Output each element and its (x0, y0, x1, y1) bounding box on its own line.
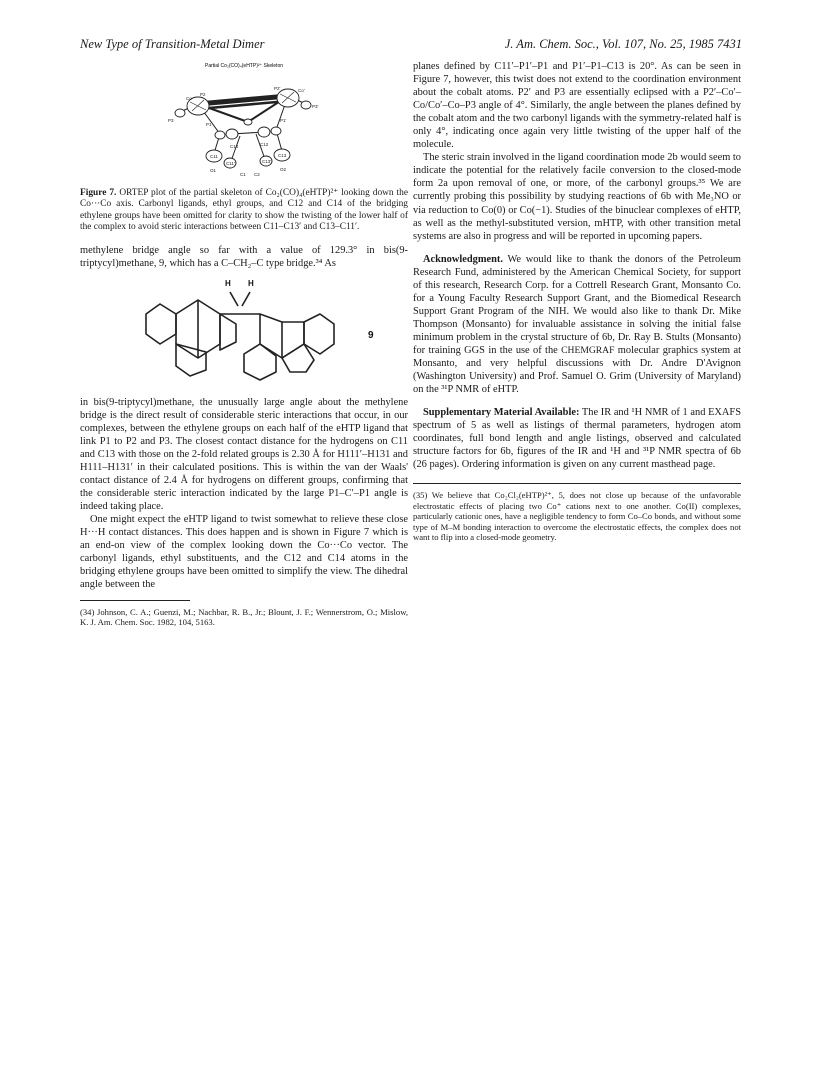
atom-label: C1 (240, 172, 246, 177)
compound-number: 9 (368, 329, 374, 341)
hydrogen-label: H (248, 278, 254, 288)
paragraph: methylene bridge angle so far with a value of 129.3° in bis(9-triptycyl)methane, 9, which has a C–CH₂–C type bridge.³⁴ As (80, 244, 408, 269)
supplementary-heading: Supplementary Material Available: (423, 407, 580, 419)
acknowledgment-text: molecular graphics system at Monsanto, and very helpful discussions with Dr. Andre D'Avignon (Washington University) and Prof. Samuel O. Grim (University of Maryland) on the ³¹P NMR of eHTP. (413, 344, 742, 396)
journal-citation: J. Am. Chem. Soc., Vol. 107, No. 25, 1985 7431 (504, 37, 742, 51)
atom-label: C11 (210, 154, 218, 159)
footnote-rule (413, 483, 741, 484)
hydrogen-label: H (225, 278, 231, 288)
atom-label: P1' (280, 118, 287, 123)
atom-label: O1 (210, 168, 217, 173)
atom-label: P2 (200, 92, 206, 97)
running-title: New Type of Transition-Metal Dimer (80, 37, 265, 51)
atom-label: P2' (274, 86, 281, 91)
paragraph: One might expect the eHTP ligand to twist somewhat to relieve these close H···H contact distances. This does happen and is shown in Figure 7 which is an end-on view of the complex looking down the Co···Co vector. The carbonyl ligands, ethyl substituents, and the C12 and C14 atoms in the bridging ethylene groups have been omitted to simplify the view. The dihedral angle between the (80, 514, 408, 591)
atom-label: C14 (230, 144, 239, 149)
atom-label: C13' (262, 159, 272, 164)
structure-9-drawing (80, 274, 408, 386)
atom-label: P3 (168, 118, 174, 123)
atom-label: Co (186, 96, 192, 101)
footnote-35: (35) We believe that Co₂Cl₂(eHTP)²⁺, 5, does not close up because of the unfavorable electrostatic effects of placing two Co⁺ cations next to one another. Co(II) complexes, particularly cationic ones, have a negligible tendency to form Co–Co bonds, and without some type of M–M bonding interaction to overcome the electrostatic effects, the complex does not want to flip into a closed-mode geometry. (413, 490, 741, 543)
figure-7-ortep-plot (80, 60, 408, 178)
footnote-rule (80, 600, 190, 601)
supplementary-text: The IR and ¹H NMR of 1 and EXAFS spectrum of 5 as well as listings of thermal parameters, hydrogen atom coordinates, full bond length and angle listings, observed and calculated structure factors for 6b, figures of the IR and ¹H and ³¹P NMR spectra of 6b (26 pages). Ordering information is given on any current masthead page. (413, 407, 741, 471)
atom-label: C2 (254, 172, 260, 177)
acknowledgment (413, 253, 741, 397)
atom-label: O2 (280, 167, 287, 172)
atom-label: C13 (278, 153, 287, 158)
paragraph: The steric strain involved in the ligand coordination mode 2b would seem to indicate the potential for the relatively facile conversion to the closed-mode form 2a upon removal of one, or more, of the carbonyl groups.³⁵ We are currently probing this possibility by studying reactions of 6b with Me₃NO or via reduction to Co(0) or Co(−1). Studies of the binuclear complexes of eHTP, as well as the methyl-substituted version, mHTP, with other transition metal systems are also in progress and will be reported in upcoming papers. (413, 152, 741, 242)
atom-label: P3' (312, 104, 319, 109)
caption-text: ORTEP plot of the partial skeleton of Co₂(CO)₄(eHTP)²⁺ looking down the Co···Co axis. Carbonyl ligands, ethyl groups, and C12 and C14 of the bridging ethylene groups have been omitted for clarity to show the twisting of the lower half of the complex to avoid steric interactions between C11–C13′ and C13–C11′. (80, 188, 408, 233)
atom-label: Co' (298, 88, 305, 93)
left-column (80, 60, 408, 627)
figure-label: Figure 7. (80, 188, 117, 199)
paragraph: planes defined by C11′–P1′–P1 and P1′–P1–C13 is 20°. As can be seen in Figure 7, however, this twist does not extend to the coordination environment about the cobalt atoms. P2′ and P3 are essentially eclipsed with a P2′–Co′–Co/Co′–Co–P3 angle of 4°. Similarly, the angle between the planes defined by the cobalt atom and the two carbonyl ligands with the symmetry-related half is only 4°, indicating once again very little twisting of the upper half of the molecule. (413, 61, 741, 151)
paragraph: in bis(9-triptycyl)methane, the unusually large angle about the methylene bridge is the direct result of considerable steric interactions that occur, in our complexes, between the ethylene groups on each half of the eHTP ligand that link P1 to P2 and P3. The closest contact distance for the hydrogens on C11 and C13 with those on the 2-fold related groups is 2.30 Å for H111′–H131 and H111–H131′ in their calculated positions. This is within the van der Waals' contact distance of 2.4 Å for hydrogens on different groups, confirming that the considerable steric interaction indicated by the large P1–C′–P1 angle is indeed taking place. (80, 396, 408, 513)
acknowledgment-heading: Acknowledgment. (423, 253, 503, 265)
atom-label: C12 (260, 142, 269, 147)
right-column (413, 60, 741, 542)
atom-label: C11' (226, 161, 235, 166)
figure-7-title: Partial Co₂(CO)₄(eHTP)²⁺ Skeleton (204, 63, 284, 69)
atom-label: P1 (206, 122, 212, 127)
footnote-34: (34) Johnson, C. A.; Guenzi, M.; Nachbar, R. B., Jr.; Blount, J. F.; Wennerstrom, O.; Mislow, K. J. Am. Chem. Soc. 1982, 104, 5163. (80, 606, 408, 627)
figure-7-caption (80, 188, 408, 234)
supplementary-material (413, 406, 741, 471)
software-name: CHEMGRAF (561, 344, 615, 356)
acknowledgment-text: We would like to thank the donors of the Petroleum Research Fund, administered by the American Chemical Society, for support of this research, Research Corp. for a Cottrell Research Grant, Monsanto Co. for a Young Faculty Research Support Grant, and the Biomedical Research Support Grant Program of the NIH. We would also like to thank Dr. Mike Thompson (Monsanto) for invaluable assistance in solving the initial false minimum problem in the crystal structure of 6b, Dr. Ray B. Stults (Monsanto) for training GGS in the use of the (413, 253, 741, 356)
